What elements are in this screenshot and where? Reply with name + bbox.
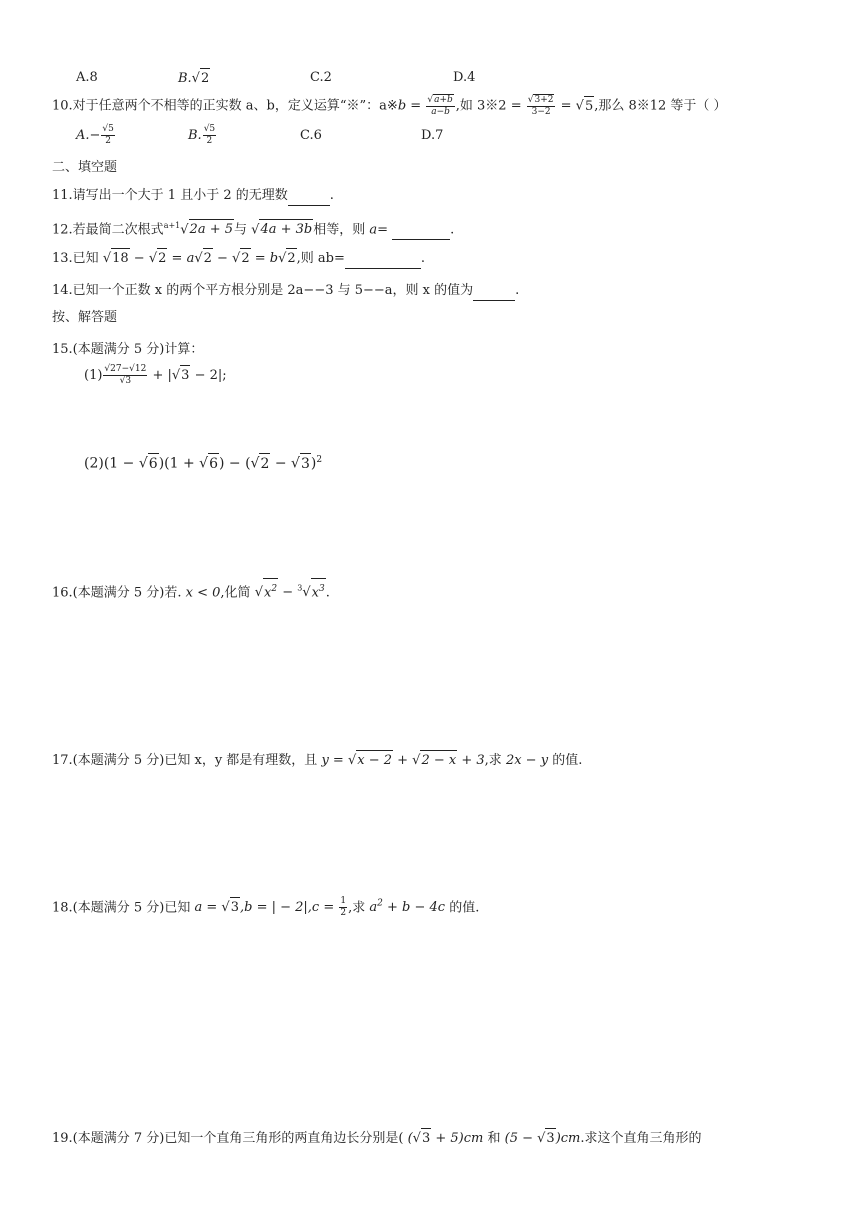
q17-pre: 17.(本题满分 5 分)已知 x，y 都是有理数，且: [52, 753, 318, 768]
answer-blank[interactable]: [345, 254, 421, 269]
q10-option-d: D.7: [421, 128, 444, 143]
q13-pre: 13.已知: [52, 251, 99, 266]
q14-text: 14.已知一个正数 x 的两个平方根分别是 2a−−3 与 5−−a，则 x 的值为: [52, 283, 474, 298]
q15-p2-label: (2): [84, 455, 104, 472]
question-13: 13.已知 √18 − √2 = a√2 − √2 = b√2,则 ab= .: [52, 248, 425, 269]
question-15-head: 15.(本题满分 5 分)计算：: [52, 342, 204, 357]
q19-pre: 19.(本题满分 7 分)已知一个直角三角形的两直角边长分别是(: [52, 1131, 404, 1146]
question-12: 12.若最简二次根式$^{a+1}$√2a + 5与 √4a + 3b相等，则 a= .: [52, 216, 454, 240]
answer-blank[interactable]: [288, 191, 330, 206]
question-18: 18.(本题满分 5 分)已知 a = √3,b = | − 2|,c = $\frac{1}{2}$ ,求 $a^2 + b - 4c$ 的值.: [52, 896, 480, 919]
q16-mid: ,化简: [220, 585, 251, 601]
q18-post: 的值.: [449, 900, 480, 916]
q17-mid: ,求: [484, 753, 502, 768]
q18-pre: 18.(本题满分 5 分)已知: [52, 900, 191, 916]
question-14: 14.已知一个正数 x 的两个平方根分别是 2a−−3 与 5−−a，则 x 的值为 .: [52, 281, 519, 301]
q19-post: .求这个直角三角形的: [580, 1131, 702, 1146]
question-10: 10.对于任意两个不相等的正实数 a、b，定义运算“※”：a※b = $\frac{√a+b}{a-b}$ ,如 3※2 = $\frac{√3+2}{3-2}$ = √5,那么 8※12 等于（ ）: [52, 95, 727, 117]
q10-example: ,如 3※: [455, 98, 499, 114]
answer-blank[interactable]: [473, 286, 515, 301]
q15-p1-label: (1): [84, 368, 103, 383]
question-19: 19.(本题满分 7 分)已知一个直角三角形的两直角边长分别是( (√3 + 5)cm 和 (5 − √3)cm.求这个直角三角形的: [52, 1128, 702, 1149]
q9-option-b: B.√2: [178, 68, 210, 89]
q12-mid: 与: [234, 222, 248, 238]
q16-pre: 16.(本题满分 5 分)若.: [52, 585, 182, 601]
q9-option-c: C.2: [310, 70, 332, 85]
section-fill-in-title: 二、填空题: [52, 160, 118, 175]
q12-pre: 12.若最简二次根式: [52, 222, 164, 238]
question-16: 16.(本题满分 5 分)若. x < 0,化简 $√x^2 - ^3√x^3$.: [52, 578, 330, 603]
q19-mid: 和: [487, 1131, 501, 1146]
q12-var: a=: [369, 222, 389, 238]
q9-option-d: D.4: [453, 70, 476, 85]
q10-text: 10.对于任意两个不相等的正实数 a、b，定义运算“※”：a※: [52, 98, 398, 114]
question-17: 17.(本题满分 5 分)已知 x，y 都是有理数，且 y = √x − 2 + √2 − x + 3,求 2x − y 的值.: [52, 750, 582, 771]
q17-post: 的值.: [552, 753, 583, 768]
q12-post: 相等，则: [313, 222, 366, 238]
q10-option-a: A.− $\frac{√5}{2}$: [76, 124, 114, 146]
answer-blank[interactable]: [392, 225, 450, 240]
q10-option-b: B. $\frac{√5}{2}$: [188, 124, 216, 146]
q10-tail: ,那么 8※12 等于（ ）: [594, 98, 727, 114]
question-15-part-1: (1) $\frac{√27-√12}{√3}$ + |√3 − 2|;: [84, 364, 227, 386]
q10-option-c: C.6: [300, 128, 322, 143]
question-15-part-2: $(2)(1 - √6)(1 + √6) - (√2 - √3)^2$: [84, 450, 322, 474]
question-11: 11.请写出一个大于 1 且小于 2 的无理数 .: [52, 186, 334, 206]
q13-post: ,则 ab=: [296, 251, 345, 266]
q11-text: 11.请写出一个大于 1 且小于 2 的无理数: [52, 188, 288, 203]
section-answer-title: 按、解答题: [52, 310, 118, 325]
q9-option-a: A.8: [76, 70, 98, 85]
